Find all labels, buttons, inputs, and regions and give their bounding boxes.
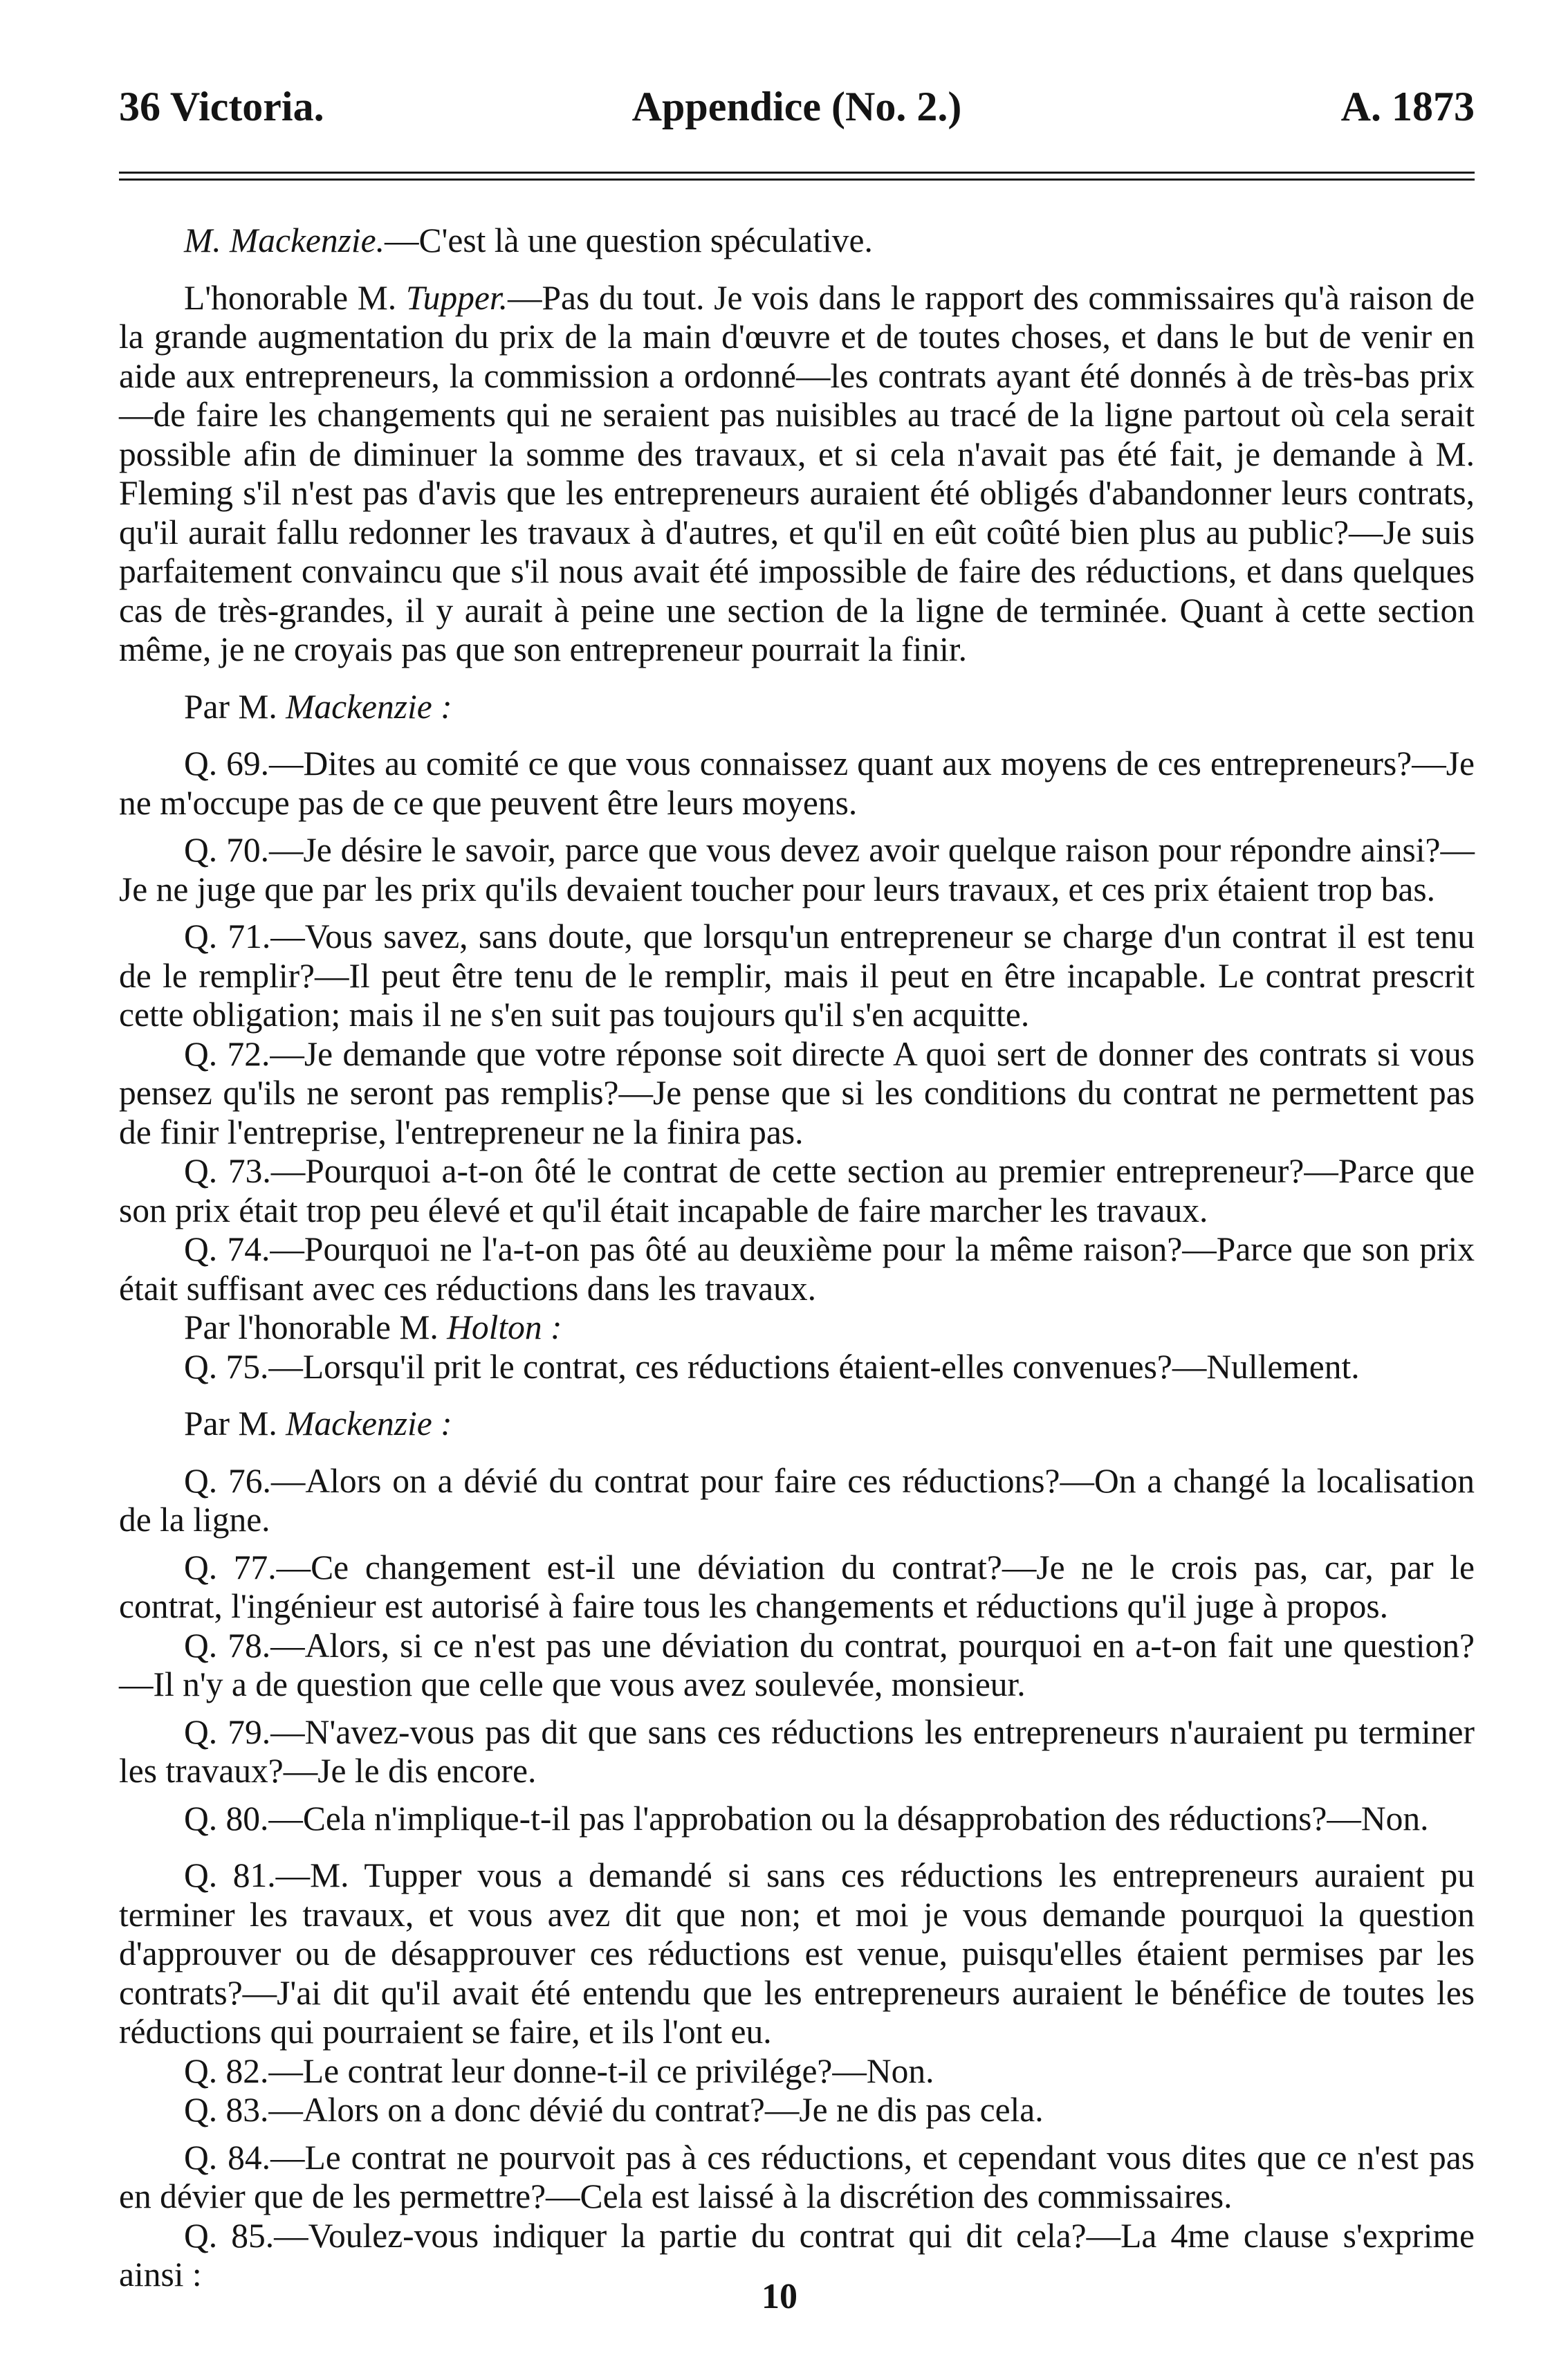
question-76: Q. 76.—Alors on a dévié du contrat pour faire ces réductions?—On a changé la localisation de la ligne.	[119, 1461, 1475, 1539]
speaker-name: Tupper.	[405, 278, 508, 317]
question-81: Q. 81.—M. Tupper vous a demandé si sans ces réductions les entrepreneurs auraient pu terminer les travaux, et vous avez dit que non; et moi je vous demande pourquoi la question d'approuver ou de désapprouver ces réductions est venue, puisqu'elles étaient permises par les contrats?—J'ai dit qu'il avait été entendu que les entrepreneurs auraient le bénéfice de toutes les réductions qui pourraient se faire, et ils l'ont eu.	[119, 1856, 1475, 2051]
examiner-prefix: Par M.	[184, 687, 286, 726]
question-85: Q. 85.—Voulez-vous indiquer la partie du contrat qui dit cela?—La 4me clause s'exprime ainsi :	[119, 2216, 1475, 2294]
header-rule-top	[119, 172, 1475, 174]
question-77: Q. 77.—Ce changement est-il une déviation du contrat?—Je ne le crois pas, car, par le contrat, l'ingénieur est autorisé à faire tous les changements et réductions qu'il juge à propos.	[119, 1548, 1475, 1625]
page-number: 10	[762, 2277, 797, 2316]
question-79: Q. 79.—N'avez-vous pas dit que sans ces réductions les entrepreneurs n'auraient pu terminer les travaux?—Je le dis encore.	[119, 1712, 1475, 1790]
examiner-heading	[119, 688, 1475, 727]
speaker-prefix: L'honorable M.	[184, 278, 406, 317]
paragraph-text: —Pas du tout. Je vois dans le rapport des commissaires qu'à raison de la grande augmentation du prix de la main d'œuvre et de toutes choses, et dans le but de venir en aide aux entrepreneurs, la commission a ordonné—les contrats ayant été donnés à de très-bas prix—de faire les changements qui ne seraient pas nuisibles au tracé de la ligne partout où cela serait possible afin de diminuer la somme des travaux, et si cela n'avait pas été fait, je demande à M. Fleming s'il n'est pas d'avis que les entrepreneurs auraient été obligés d'abandonner leurs contrats, qu'il aurait fallu redonner les travaux à d'autres, et qu'il en eût coûté bien plus au public?—Je suis parfaitement convaincu que s'il nous avait été impossible de faire des réductions, et dans quelques cas de très-grandes, il y aurait à peine une section de la ligne de terminée. Quant à cette section même, je ne croyais pas que son entrepreneur pourrait la finir.	[119, 278, 1475, 668]
speaker-name: M. Mackenzie.	[184, 221, 385, 259]
question-69: Q. 69.—Dites au comité ce que vous connaissez quant aux moyens de ces entrepreneurs?—Je ne m'occupe pas de ce que peuvent être leurs moyens.	[119, 744, 1475, 822]
examiner-prefix: Par l'honorable M.	[184, 1308, 448, 1346]
page-header	[119, 62, 1475, 131]
question-80: Q. 80.—Cela n'implique-t-il pas l'approbation ou la désapprobation des réductions?—Non.	[184, 1799, 1429, 1838]
examiner-heading-holton	[119, 1308, 1475, 1348]
examiner-heading-mackenzie	[119, 1404, 1475, 1444]
document-body	[119, 221, 1475, 2295]
header-rule-bottom	[119, 178, 1475, 181]
year-label: A. 1873	[1340, 84, 1475, 129]
question-70: Q. 70.—Je désire le savoir, parce que vous devez avoir quelque raison pour répondre ainsi?—Je ne juge que par les prix qu'ils devaient toucher pour leurs travaux, et ces prix étaient trop bas.	[119, 831, 1475, 908]
question-71: Q. 71.—Vous savez, sans doute, que lorsqu'un entrepreneur se charge d'un contrat il est tenu de le remplir?—Il peut être tenu de le remplir, mais il peut en être incapable. Le contrat prescrit cette obligation; mais il ne s'en suit pas toujours qu'il s'en acquitte.	[119, 917, 1475, 1034]
question-82: Q. 82.—Le contrat leur donne-t-il ce privilége?—Non.	[184, 2051, 934, 2090]
paragraph-text: —C'est là une question spéculative.	[385, 221, 873, 259]
examiner-name: Mackenzie :	[286, 1404, 452, 1443]
question-75: Q. 75.—Lorsqu'il prit le contrat, ces réductions étaient-elles convenues?—Nullement.	[184, 1347, 1360, 1386]
examiner-name: Holton :	[447, 1308, 562, 1346]
question-78: Q. 78.—Alors, si ce n'est pas une déviation du contrat, pourquoi en a-t-on fait une question?—Il n'y a de question que celle que vous avez soulevée, monsieur.	[119, 1626, 1475, 1703]
examiner-prefix: Par M.	[184, 1404, 286, 1443]
examiner-name: Mackenzie :	[286, 687, 452, 726]
question-73: Q. 73.—Pourquoi a-t-on ôté le contrat de cette section au premier entrepreneur?—Parce que son prix était trop peu élevé et qu'il était incapable de faire marcher les travaux.	[119, 1152, 1475, 1229]
paragraph-mackenzie	[119, 221, 1475, 261]
question-74: Q. 74.—Pourquoi ne l'a-t-on pas ôté au deuxième pour la même raison?—Parce que son prix était suffisant avec ces réductions dans les travaux.	[119, 1230, 1475, 1308]
session-label: 36 Victoria.	[119, 84, 324, 129]
question-72: Q. 72.—Je demande que votre réponse soit directe A quoi sert de donner des contrats si vous pensez qu'ils ne seront pas remplis?—Je pense que si les conditions du contrat ne permettent pas de finir l'entreprise, l'entrepreneur ne la finira pas.	[119, 1034, 1475, 1151]
paragraph-tupper	[119, 279, 1475, 670]
question-84: Q. 84.—Le contrat ne pourvoit pas à ces réductions, et cependant vous dites que ce n'est pas en dévier que de les permettre?—Cela est laissé à la discrétion des commissaires.	[119, 2138, 1475, 2215]
appendix-title: Appendice (No. 2.)	[631, 84, 962, 129]
question-83: Q. 83.—Alors on a donc dévié du contrat?—Je ne dis pas cela.	[184, 2091, 1044, 2129]
